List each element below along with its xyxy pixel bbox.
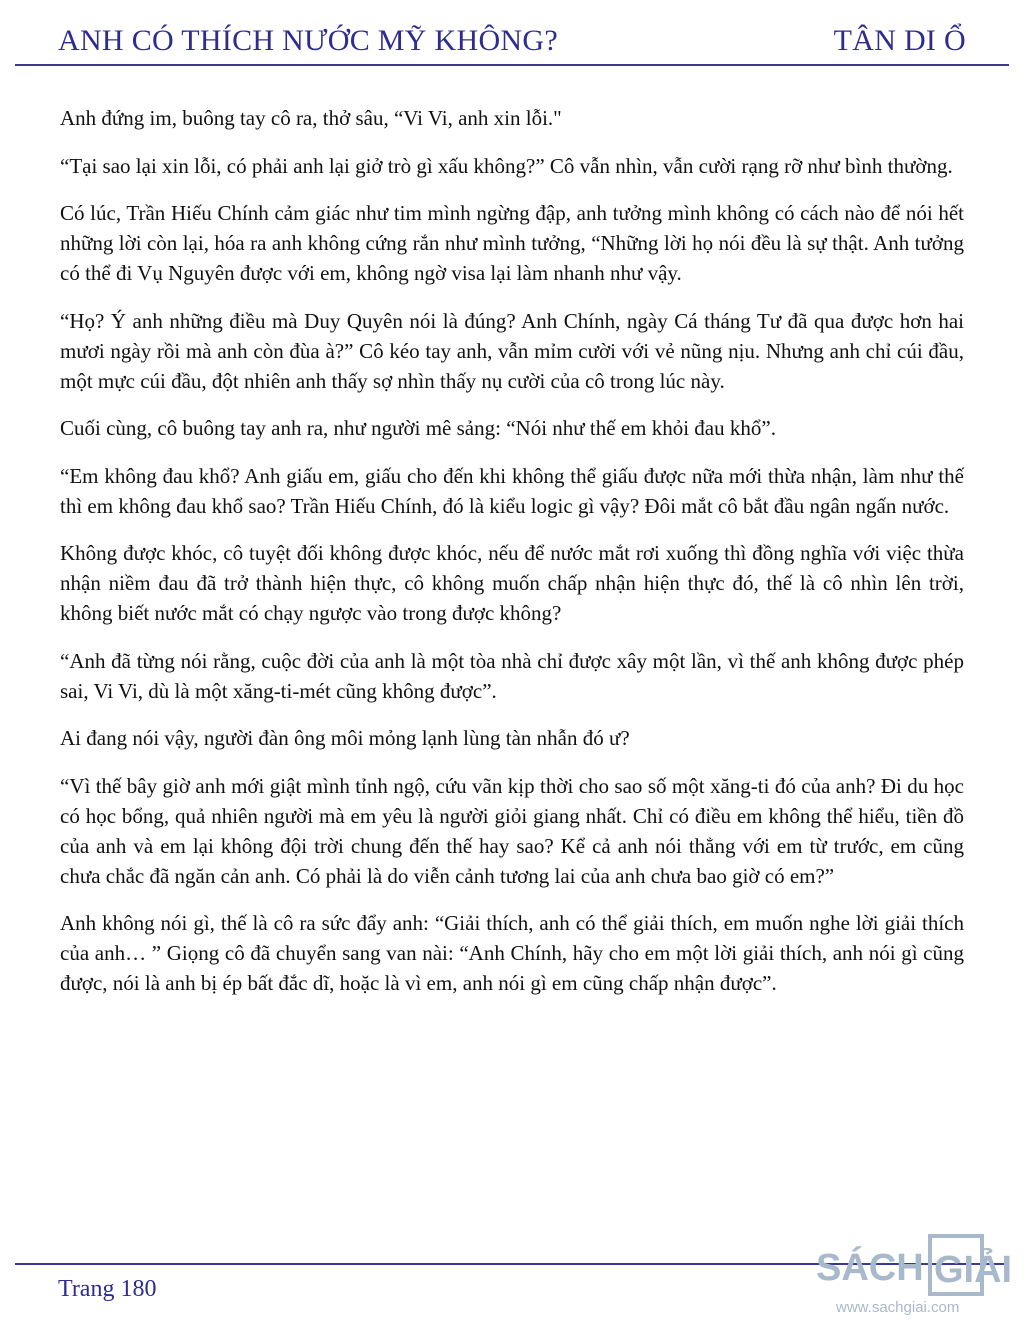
watermark-logo xyxy=(808,1232,1018,1322)
page-header xyxy=(58,22,966,64)
book-title: ANH CÓ THÍCH NƯỚC MỸ KHÔNG? xyxy=(58,24,558,57)
watermark-url: www.sachgiai.com xyxy=(836,1299,960,1316)
paragraph: Ai đang nói vậy, người đàn ông môi mỏng lạnh lùng tàn nhẫn đó ư? xyxy=(60,726,630,750)
paragraph: “Tại sao lại xin lỗi, có phải anh lại giở trò gì xấu không?” Cô vẫn nhìn, vẫn cười rạng rỡ như bình thường. xyxy=(60,153,953,178)
watermark-brand-left: SÁCH xyxy=(816,1247,924,1289)
header-divider xyxy=(15,64,1009,66)
paragraph: Anh không nói gì, thế là cô ra sức đẩy anh: “Giải thích, anh có thể giải thích, em muốn nghe lời giải thích của anh… ” Giọng cô đã chuyển sang van nài: “Anh Chính, hãy cho em một lời giải thích, anh nói gì cũng được, nói là anh bị ép bất đắc dĩ, hoặc là vì em, anh nói gì em cũng chấp nhận được”. xyxy=(60,911,964,995)
page-body xyxy=(60,103,964,1016)
book-author: TÂN DI Ổ xyxy=(833,24,966,57)
paragraph: Anh đứng im, buông tay cô ra, thở sâu, “Vi Vi, anh xin lỗi." xyxy=(60,106,562,130)
paragraph: Không được khóc, cô tuyệt đối không được khóc, nếu để nước mắt rơi xuống thì đồng nghĩa với việc thừa nhận niềm đau đã trở thành hiện thực, cô không muốn chấp nhận hiện thực đó, thế là cô nhìn lên trời, không biết nước mắt có chạy ngược vào trong được không? xyxy=(60,541,964,625)
paragraph: “Anh đã từng nói rằng, cuộc đời của anh là một tòa nhà chỉ được xây một lần, vì thế anh không được phép sai, Vi Vi, dù là một xăng-ti-mét cũng không được”. xyxy=(60,648,964,703)
paragraph: “Vì thế bây giờ anh mới giật mình tỉnh ngộ, cứu vãn kịp thời cho sao số một xăng-ti đó của anh? Đi du học có học bổng, quả nhiên người mà em yêu là người giỏi giang nhất. Chỉ có điều em không thể hiểu, tiền đồ của anh và em lại không đội trời chung đến thế hay sao? Kể cả anh nói thẳng với em từ trước, em cũng chưa chắc đã ngăn cản anh. Có phải là do viễn cảnh tương lai của anh chưa bao giờ có em?” xyxy=(60,773,964,888)
paragraph: “Em không đau khổ? Anh giấu em, giấu cho đến khi không thể giấu được nữa mới thừa nhận, làm như thế thì em không đau khổ sao? Trần Hiếu Chính, đó là kiểu logic gì vậy? Đôi mắt cô bắt đầu ngân ngấn nước. xyxy=(60,463,964,518)
watermark-brand-right: GIẢI xyxy=(934,1249,1013,1291)
paragraph: Cuối cùng, cô buông tay anh ra, như người mê sảng: “Nói như thế em khỏi đau khổ”. xyxy=(60,416,776,440)
paragraph: “Họ? Ý anh những điều mà Duy Quyên nói là đúng? Anh Chính, ngày Cá tháng Tư đã qua được hơn hai mươi ngày rồi mà anh còn đùa à?” Cô kéo tay anh, vẫn mỉm cười với vẻ nũng nịu. Nhưng anh chỉ cúi đầu, một mực cúi đầu, đột nhiên anh thấy sợ nhìn thấy nụ cười của cô trong lúc này. xyxy=(60,308,964,393)
page-number: Trang 180 xyxy=(58,1276,157,1302)
paragraph: Có lúc, Trần Hiếu Chính cảm giác như tim mình ngừng đập, anh tưởng mình không có cách nào để nói hết những lời còn lại, hóa ra anh không cứng rắn như mình tưởng, “Những lời họ nói đều là sự thật. Anh tưởng có thể đi Vụ Nguyên được với em, không ngờ visa lại làm nhanh như vậy. xyxy=(60,201,964,285)
